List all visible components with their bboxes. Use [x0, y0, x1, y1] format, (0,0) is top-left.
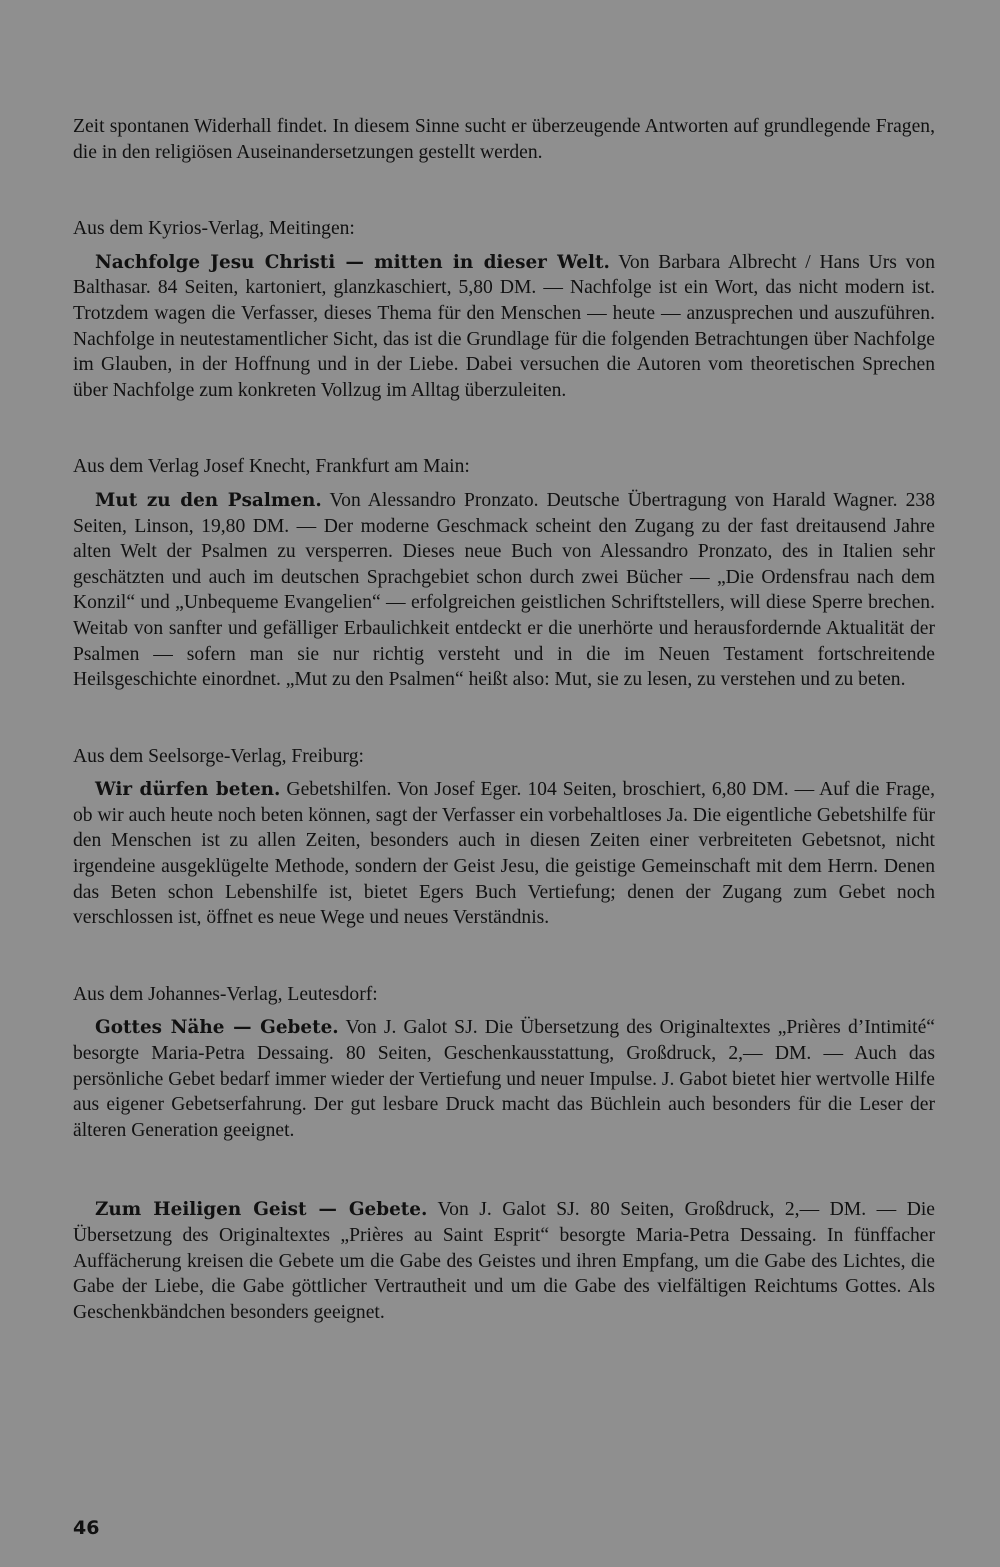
book-description: Von Alessandro Pronzato. Deutsche Übertragung von Harald Wagner. 238 Seiten, Linson, 19,80 DM. — Der moderne Geschmack scheint den Zugang zu der fast dreitausend Jahre alten Welt der Psalmen zu versperren. Dieses neue Buch von Alessandro Pronzato, des in Italien sehr geschätzten und auch im deutschen Sprachgebiet schon durch zwei Bücher — „Die Ordensfrau nach dem Konzil“ und „Unbequeme Evangelien“ — erfolgreichen geistlichen Schriftstellers, will diese Sperre brechen. Weitab von sanfter und gefälliger Erbaulichkeit entdeckt er die unerhörte und herausfordernde Aktualität der Psalmen — sofern man sie nur richtig versteht und in die im Neuen Testament fortschreitende Heilsgeschichte einordnet. „Mut zu den Psalmen“ heißt also: Mut, sie zu lesen, zu verstehen und zu beten.: [73, 489, 935, 691]
section-knecht: [73, 454, 935, 692]
book-description: Von J. Galot SJ. Die Übersetzung des Originaltextes „Prières d’Intimité“ besorgte Maria-Petra Dessaing. 80 Seiten, Geschenkausstattung, Großdruck, 2,— DM. — Auch das persönliche Gebet bedarf immer wieder der Vertiefung und neuer Impulse. J. Gabot bietet hier wertvolle Hilfe aus eigener Gebetserfahrung. Der gut lesbare Druck macht das Büchlein auch besonders für die Leser der älteren Generation geeignet.: [73, 1017, 935, 1141]
section-johannes: [73, 982, 935, 1326]
publisher-heading: Aus dem Verlag Josef Knecht, Frankfurt am Main:: [73, 456, 470, 478]
book-entry: [73, 488, 935, 693]
page-body: [73, 114, 935, 1376]
book-title: Wir dürfen beten.: [95, 779, 281, 801]
section-seelsorge: [73, 744, 935, 931]
intro-paragraph: Zeit spontanen Widerhall findet. In diesem Sinne sucht er überzeugende Antworten auf grundlegende Fragen, die in den religiösen Auseinandersetzungen gestellt werden.: [73, 116, 935, 163]
book-title: Gottes Nähe — Gebete.: [95, 1017, 339, 1039]
book-title: Nachfolge Jesu Christi — mitten in dieser Welt.: [95, 251, 610, 273]
publisher-heading: Aus dem Seelsorge-Verlag, Freiburg:: [73, 745, 364, 767]
book-entry: [73, 250, 935, 404]
book-description: Von J. Galot SJ. 80 Seiten, Großdruck, 2,— DM. — Die Übersetzung des Originaltextes „Prières au Saint Esprit“ besorgte Maria-Petra Dessaing. In fünffacher Auffächerung kreisen die Gebete um die Gabe des Geistes und ihren Empfang, um die Gabe des Lichtes, die Gabe der Liebe, die Gabe göttlicher Vertrautheit und um die Gabe des vielfältigen Reichtums Gottes. Als Geschenkbändchen besonders geeignet.: [73, 1199, 935, 1323]
book-title: Mut zu den Psalmen.: [95, 489, 322, 511]
book-entry: [73, 1015, 935, 1143]
book-description: Gebetshilfen. Von Josef Eger. 104 Seiten, broschiert, 6,80 DM. — Auf die Frage, ob wir auch heute noch beten können, sagt der Verfasser ein vorbehaltloses Ja. Die eigentliche Gebetshilfe für den Menschen ist zu allen Zeiten, besonders auch in diesen Zeiten einer verbreiteten Gebetsnot, nicht irgendeine ausgeklügelte Methode, sondern der Geist Jesu, die geistige Gemeinschaft mit dem Herrn. Denen das Beten schon Lebenshilfe ist, bietet Egers Buch Vertiefung; denen der Zugang zum Gebet noch verschlossen ist, öffnet es neue Wege und neues Verständnis.: [73, 779, 935, 929]
book-title: Zum Heiligen Geist — Gebete.: [95, 1199, 428, 1221]
book-description: Von Barbara Albrecht / Hans Urs von Balthasar. 84 Seiten, kartoniert, glanzkaschiert, 5,80 DM. — Nachfolge ist ein Wort, das nicht modern ist. Trotzdem wagen die Verfasser, dieses Thema für den Menschen — heute — anzusprechen und auszuführen. Nachfolge in neutestamentlicher Sicht, das ist die Grundlage für die folgenden Betrachtungen über Nachfolge im Glauben, in der Hoffnung und in der Liebe. Dabei versuchen die Autoren vom theoretischen Sprechen über Nachfolge zum konkreten Vollzug im Alltag überzuleiten.: [73, 251, 936, 401]
book-entry: [73, 777, 935, 931]
publisher-heading: Aus dem Johannes-Verlag, Leutesdorf:: [73, 983, 378, 1005]
section-kyrios: [73, 216, 935, 403]
page-number: 46: [73, 1517, 100, 1539]
book-entry: [73, 1197, 935, 1325]
publisher-heading: Aus dem Kyrios-Verlag, Meitingen:: [73, 218, 355, 240]
